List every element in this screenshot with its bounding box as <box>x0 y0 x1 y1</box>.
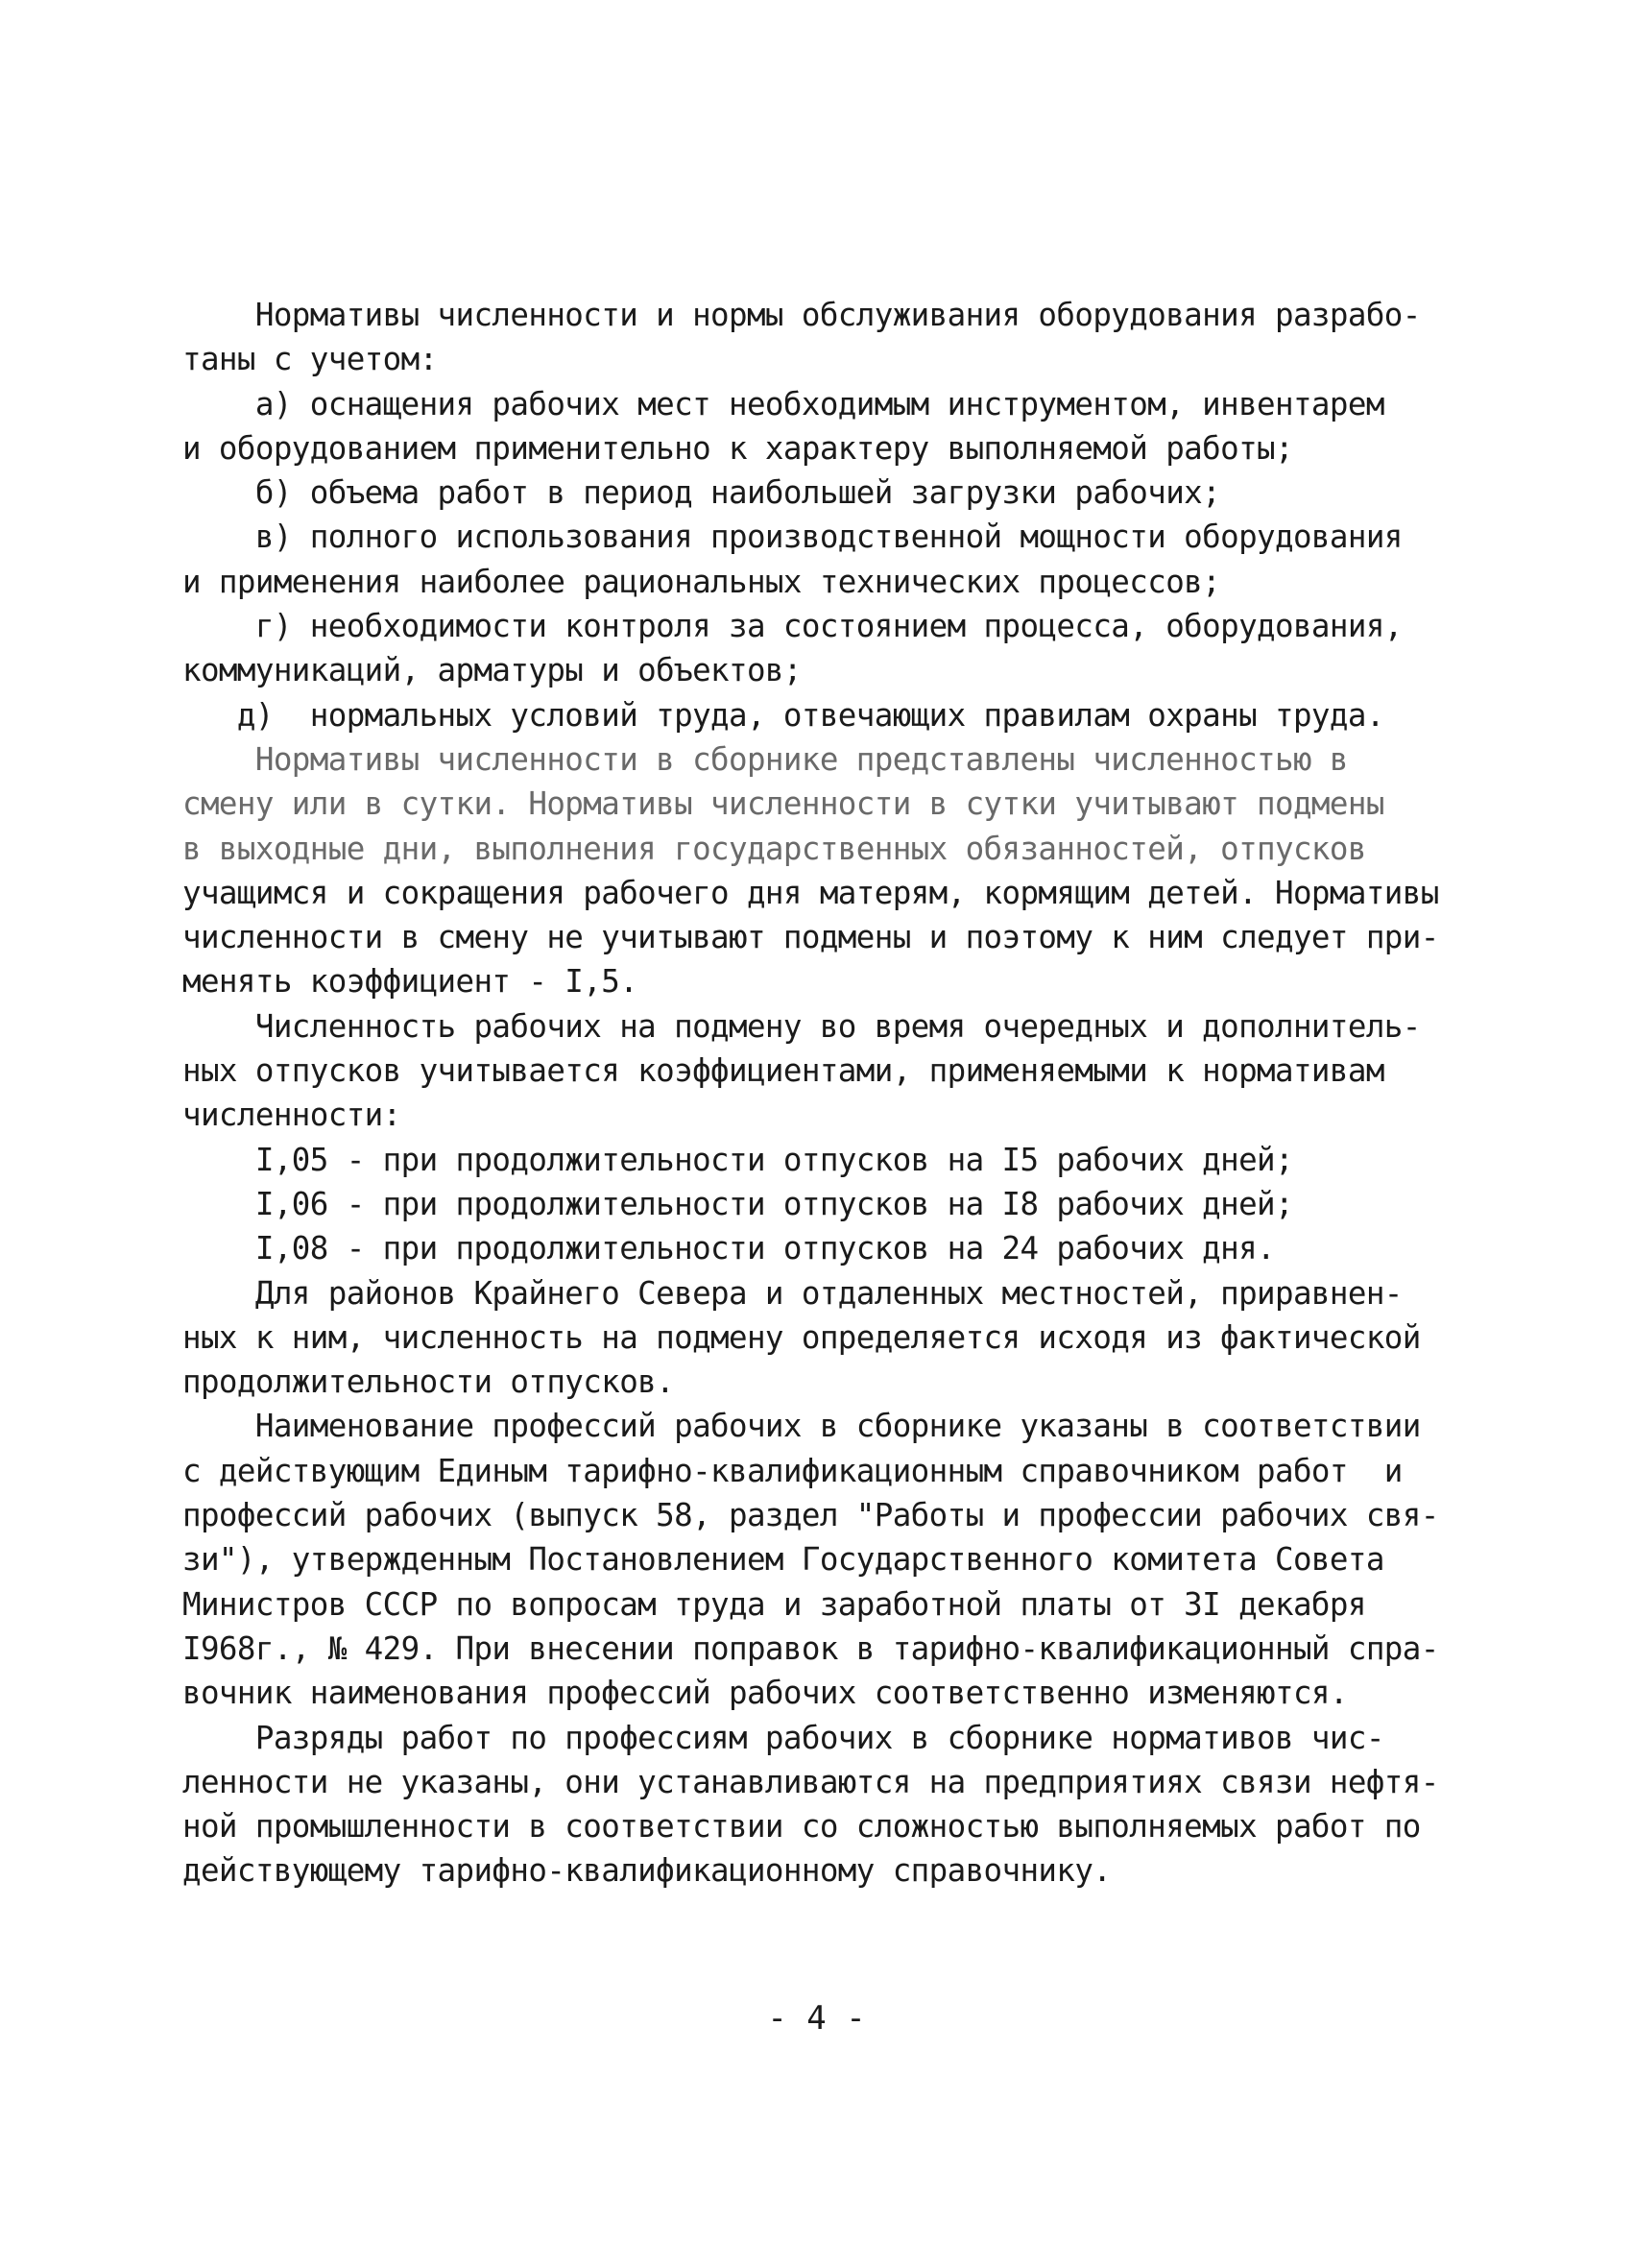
text-line: д) нормальных условий труда, отвечающих правилам охраны труда. <box>182 696 1384 734</box>
text-line: Министров СССР по вопросам труда и заработной платы от 3I декабря <box>182 1585 1366 1623</box>
text-line: численности в смену не учитывают подмены и поэтому к ним следует при- <box>182 919 1439 956</box>
text-line: коммуникаций, арматуры и объектов; <box>182 652 802 689</box>
text-line: в выходные дни, выполнения государственных обязанностей, отпусков <box>182 830 1366 867</box>
text-line: I,06 - при продолжительности отпусков на I8 рабочих дней; <box>182 1185 1293 1222</box>
text-line: учащимся и сокращения рабочего дня матерям, кормящим детей. Нормативы <box>182 874 1439 911</box>
text-line: I,05 - при продолжительности отпусков на I5 рабочих дней; <box>182 1141 1293 1178</box>
text-line: в) полного использования производственной мощности оборудования <box>182 519 1403 556</box>
text-line: Для районов Крайнего Севера и отдаленных местностей, приравнен- <box>182 1274 1403 1312</box>
text-line: Численность рабочих на подмену во время очередных и дополнитель- <box>182 1007 1421 1045</box>
text-line: Нормативы численности в сборнике представлены численностью в <box>182 740 1348 778</box>
page-number: - 4 - <box>767 1999 866 2038</box>
text-line: менять коэффициент - I,5. <box>182 963 638 1001</box>
text-line: продолжительности отпусков. <box>182 1363 675 1401</box>
text-line: ленности не указаны, они устанавливаются на предприятиях связи нефтя- <box>182 1763 1439 1800</box>
text-line: и применения наиболее рациональных технических процессов; <box>182 563 1221 600</box>
text-line: а) оснащения рабочих мест необходимым инструментом, инвентарем <box>182 385 1384 422</box>
text-line: смену или в сутки. Нормативы численности в сутки учитывают подмены <box>182 785 1384 823</box>
text-line: Наименование профессий рабочих в сборнике указаны в соответствии <box>182 1408 1421 1445</box>
text-line: ной промышленности в соответствии со сложностью выполняемых работ по <box>182 1808 1421 1846</box>
text-line: Разряды работ по профессиям рабочих в сборнике нормативов чис- <box>182 1719 1384 1756</box>
text-line: г) необходимости контроля за состоянием процесса, оборудования, <box>182 608 1403 645</box>
text-line: I968г., № 429. При внесении поправок в тарифно-квалификационный спра- <box>182 1629 1439 1667</box>
text-line: вочник наименования профессий рабочих соответственно изменяются. <box>182 1675 1348 1712</box>
text-line: Нормативы численности и нормы обслуживания оборудования разрабо- <box>182 297 1421 333</box>
text-line: профессий рабочих (выпуск 58, раздел "Работы и профессии рабочих свя- <box>182 1497 1439 1534</box>
text-line: таны с учетом: <box>182 341 438 378</box>
text-line: с действующим Единым тарифно-квалификационным справочником работ и <box>182 1452 1403 1489</box>
body-text <box>182 293 1450 1894</box>
text-line: зи"), утвержденным Постановлением Государственного комитета Совета <box>182 1541 1384 1579</box>
text-line: и оборудованием применительно к характеру выполняемой работы; <box>182 429 1293 467</box>
text-line: численности: <box>182 1097 401 1134</box>
text-line: ных к ним, численность на подмену определяется исходя из фактической <box>182 1318 1421 1356</box>
text-line: I,08 - при продолжительности отпусков на 24 рабочих дня. <box>182 1230 1275 1267</box>
text-line: б) объема работ в период наибольшей загрузки рабочих; <box>182 474 1221 512</box>
text-line: ных отпусков учитывается коэффициентами, применяемыми к нормативам <box>182 1052 1384 1090</box>
text-line: действующему тарифно-квалификационному справочнику. <box>182 1852 1112 1890</box>
